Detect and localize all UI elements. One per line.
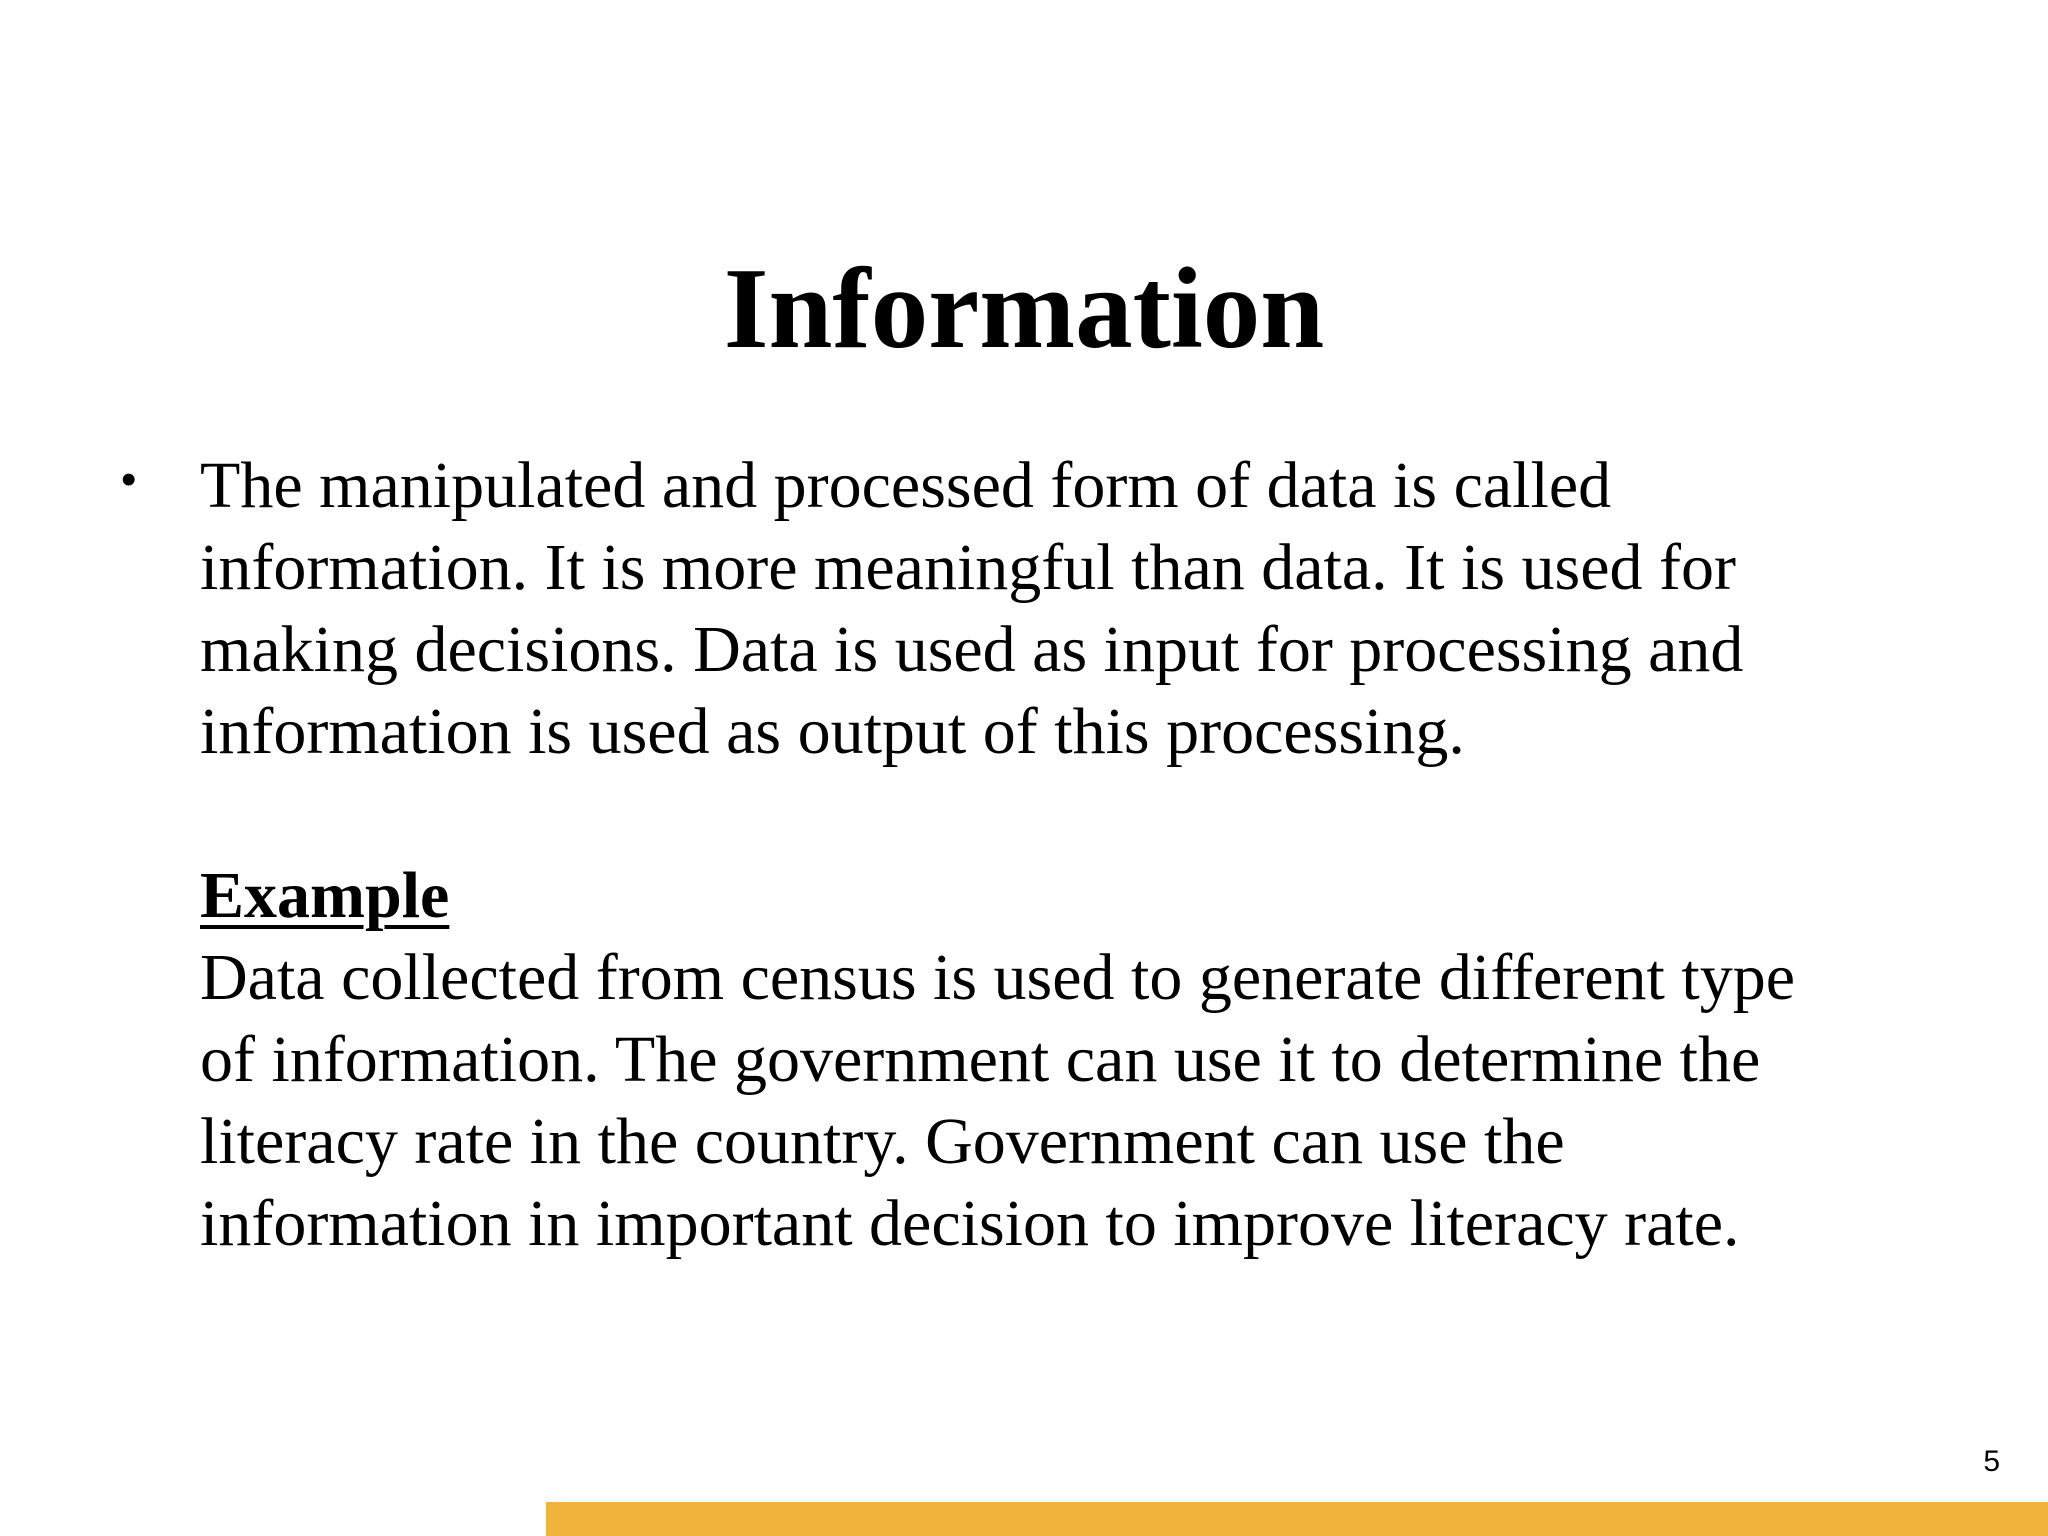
- bullet-marker: •: [121, 455, 137, 504]
- page-number: 5: [1983, 1445, 2000, 1478]
- footer-accent-bar: [546, 1502, 2048, 1536]
- definition-paragraph: The manipulated and processed form of data is called information. It is more meaningful than data. It is used for making decisions. Data is used as input for processing and information is used as output of this processing.: [200, 449, 1744, 768]
- example-paragraph: Data collected from census is used to generate different type of information. The government can use it to determine the literacy rate in the country. Government can use the information in important decision to improve literacy rate.: [200, 941, 1795, 1260]
- slide-title: Information: [723, 245, 1325, 372]
- paragraph-spacer: [200, 773, 1900, 855]
- slide-body: [200, 445, 1900, 1265]
- example-heading: Example: [200, 859, 450, 932]
